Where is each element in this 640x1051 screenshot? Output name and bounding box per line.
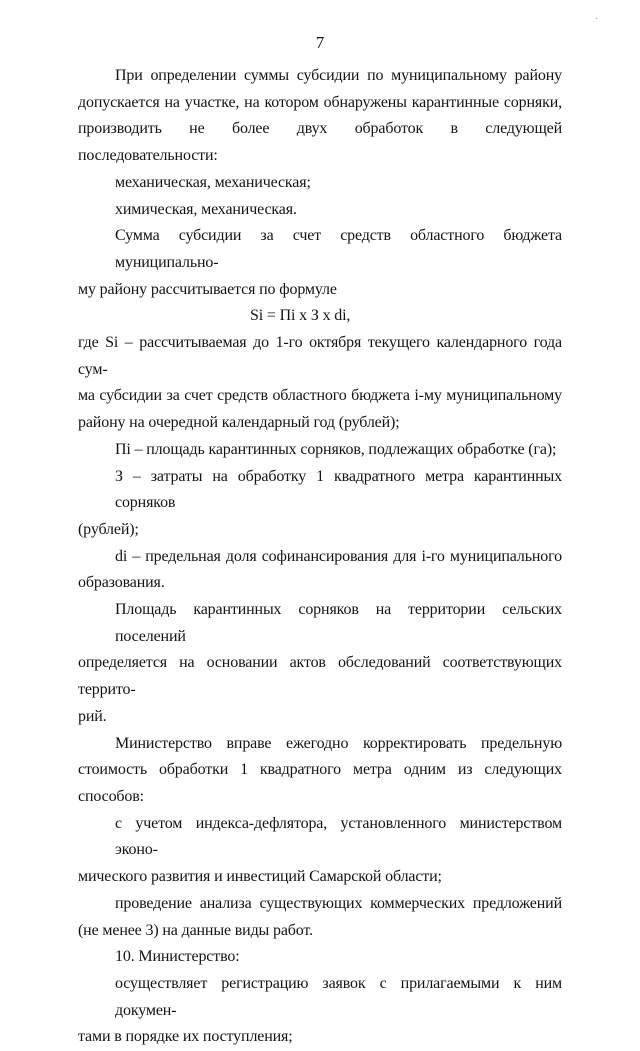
- text-line: му району рассчитывается по формуле: [78, 280, 337, 298]
- text-line: Сумма субсидии за счет средств областного бюджета муниципально-: [115, 227, 562, 271]
- section-heading: 10. Министерство:: [115, 948, 240, 966]
- text-line: допускается на участке, на котором обнаружены карантинные сорняки,: [78, 93, 562, 111]
- text-line: При определении суммы субсидии по муниципальному району: [115, 67, 562, 84]
- formula: Si = Пi х З х di,: [250, 307, 351, 325]
- text-line: (рублей);: [78, 520, 139, 538]
- text-line: (не менее 3) на данные виды работ.: [78, 921, 313, 939]
- definition-line: Пi – площадь карантинных сорняков, подлежащих обработке (га);: [115, 440, 557, 458]
- list-item: осуществляет регистрацию заявок с прилагаемыми к ним докумен-: [115, 974, 562, 1019]
- definition-line: З – затраты на обработку 1 квадратного метра карантинных сорняков: [115, 467, 562, 512]
- text-line: производить не более двух обработок в следующей последовательности:: [78, 120, 562, 165]
- text-line: району на очередной календарный год (рублей);: [78, 414, 400, 432]
- text-line: тами в порядке их поступления;: [78, 1028, 293, 1046]
- list-item: проведение анализа существующих коммерческих предложений: [115, 894, 562, 912]
- corner-mark: ·: [595, 14, 599, 25]
- document-body: [78, 63, 562, 1051]
- text-line: Площадь карантинных сорняков на территории сельских поселений: [115, 601, 562, 645]
- list-item: механическая, механическая;: [115, 173, 311, 191]
- text-line: ма субсидии за счет средств областного бюджета i-му муниципальному: [78, 387, 562, 405]
- text-line: Министерство вправе ежегодно корректировать предельную: [115, 734, 562, 752]
- text-line: мического развития и инвестиций Самарской области;: [78, 868, 442, 886]
- text-line: рий.: [78, 707, 107, 725]
- list-item: химическая, механическая.: [115, 200, 297, 218]
- list-item: с учетом индекса-дефлятора, установленного министерством эконо-: [115, 814, 562, 859]
- text-line: стоимость обработки 1 квадратного метра одним из следующих способов:: [78, 761, 562, 805]
- page-number: 7: [315, 33, 325, 52]
- definition-line: di – предельная доля софинансирования для i-го муниципального: [115, 547, 562, 565]
- text-line: образования.: [78, 574, 165, 592]
- text-line: где Si – рассчитываемая до 1-го октября текущего календарного года сум-: [78, 334, 562, 378]
- text-line: определяется на основании актов обследований соответствующих террито-: [78, 654, 562, 699]
